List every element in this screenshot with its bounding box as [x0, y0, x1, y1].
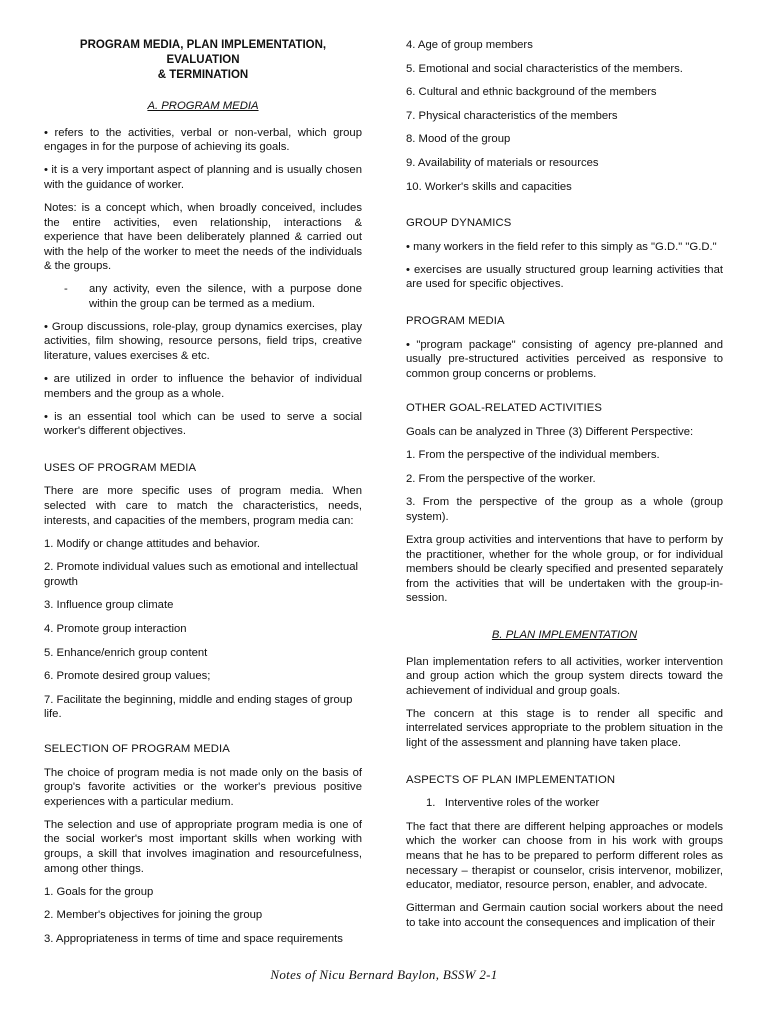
title-line-2: & TERMINATION: [157, 69, 249, 81]
list-item: 2. From the perspective of the worker.: [406, 472, 596, 485]
list-item: 3. From the perspective of the group as a whole (group system).: [406, 496, 723, 523]
list-item: 1. From the perspective of the individual members.: [406, 449, 660, 462]
paragraph: Extra group activities and interventions that have to perform by the practitioner, whether for the whole group, or for individual members should be clearly specified and presented separately from the activities that will be undertaken with the group-in-session.: [406, 533, 723, 605]
paragraph: Gitterman and Germain caution social workers about the need to take into account the consequences and implication of their: [406, 902, 723, 929]
list-item: 9. Availability of materials or resources: [406, 156, 599, 169]
page-footer: Notes of Nicu Bernard Baylon, BSSW 2-1: [270, 967, 498, 982]
paragraph: • many workers in the field refer to this simply as "G.D." "G.D.": [406, 240, 717, 253]
list-item: 3. Influence group climate: [44, 599, 174, 612]
program-media-heading: PROGRAM MEDIA: [406, 315, 505, 328]
list-item: 6. Promote desired group values;: [44, 670, 211, 683]
list-item: 2. Member's objectives for joining the group: [44, 909, 263, 922]
document-title: [44, 38, 362, 83]
paragraph: • exercises are usually structured group learning activities that are used for specific objectives.: [406, 263, 723, 291]
list-item: 3. Appropriateness in terms of time and space requirements: [44, 932, 343, 945]
paragraph: • are utilized in order to influence the behavior of individual members and the group as a whole.: [44, 372, 362, 400]
dash-text: any activity, even the silence, with a purpose done within the group can be termed as a medium.: [89, 283, 362, 311]
uses-heading: USES OF PROGRAM MEDIA: [44, 461, 197, 474]
dash-marker: -: [64, 283, 68, 296]
section-a-heading: A. PROGRAM MEDIA: [147, 100, 259, 112]
paragraph: The selection and use of appropriate program media is one of the social worker's most important skills when working with groups, a skill that involves imagination and resourcefulness, among other things.: [44, 818, 362, 875]
paragraph: • refers to the activities, verbal or non-verbal, which group engages in for the purpose of achieving its goals.: [44, 126, 362, 154]
list-item: 1. Modify or change attitudes and behavior.: [44, 537, 261, 550]
paragraph: The concern at this stage is to render all specific and interrelated services appropriate to the problem situation in the light of the assessment and planning have taken place.: [406, 707, 723, 749]
other-goal-heading: OTHER GOAL-RELATED ACTIVITIES: [406, 402, 603, 415]
aspects-heading: ASPECTS OF PLAN IMPLEMENTATION: [406, 773, 616, 786]
paragraph: There are more specific uses of program media. When selected with care to match the characteristics, needs, interests, and capacities of the members, program media can:: [44, 485, 362, 527]
section-b-heading: B. PLAN IMPLEMENTATION: [491, 628, 638, 641]
list-item: 7. Physical characteristics of the members: [406, 109, 618, 122]
right-column: [406, 38, 723, 939]
paragraph: The fact that there are different helping approaches or models which the worker can choose from in his work with groups means that he has to be prepared to perform different roles as necessary – therapist or counselor, crisis intervenor, mobilizer, educator, mediator, resource person, enabler, and advocate.: [406, 820, 723, 892]
list-item: 1. Interventive roles of the worker: [426, 797, 600, 810]
paragraph: • it is a very important aspect of planning and is usually chosen with the guidance of worker.: [44, 164, 362, 191]
dash-item: [44, 282, 362, 311]
list-item: 4. Age of group members: [406, 39, 533, 51]
list-item: 4. Promote group interaction: [44, 623, 187, 636]
list-item: 6. Cultural and ethnic background of the members: [406, 86, 657, 99]
list-item: 8. Mood of the group: [406, 133, 511, 146]
paragraph: The choice of program media is not made only on the basis of group's favorite activities or the worker's previous positive experiences with a particular medium.: [44, 766, 362, 808]
paragraph: • is an essential tool which can be used to serve a social worker's different objectives.: [44, 410, 362, 438]
paragraph: Goals can be analyzed in Three (3) Different Perspective:: [406, 426, 694, 438]
paragraph: Notes: is a concept which, when broadly conceived, includes the entire activities, even relationship, interactions & experience that have been deliberately planned & carried out with the help of the worker to meet the needs of the individuals & the groups.: [44, 201, 362, 273]
list-item: 7. Facilitate the beginning, middle and ending stages of group life.: [44, 693, 353, 721]
paragraph: Plan implementation refers to all activities, worker intervention and group action which the group system directs toward the achievement of individual and group goals.: [406, 655, 723, 697]
list-item: 10. Worker's skills and capacities: [406, 180, 572, 193]
list-item: 2. Promote individual values such as emotional and intellectual growth: [44, 561, 358, 588]
paragraph: • Group discussions, role-play, group dynamics exercises, play activities, film showing, resource persons, field trips, creative literature, values exercises & etc.: [44, 320, 362, 362]
paragraph: • "program package" consisting of agency pre-planned and usually pre-structured activities perceived as responsive to common group concerns or problems.: [406, 338, 723, 380]
list-item: 5. Emotional and social characteristics of the members.: [406, 62, 683, 75]
selection-heading: SELECTION OF PROGRAM MEDIA: [44, 743, 230, 755]
list-item: 5. Enhance/enrich group content: [44, 646, 208, 659]
left-column: [44, 38, 362, 956]
title-line-1: PROGRAM MEDIA, PLAN IMPLEMENTATION, EVALUATION: [79, 39, 327, 66]
group-dynamics-heading: GROUP DYNAMICS: [406, 217, 512, 230]
list-item: 1. Goals for the group: [44, 885, 154, 898]
